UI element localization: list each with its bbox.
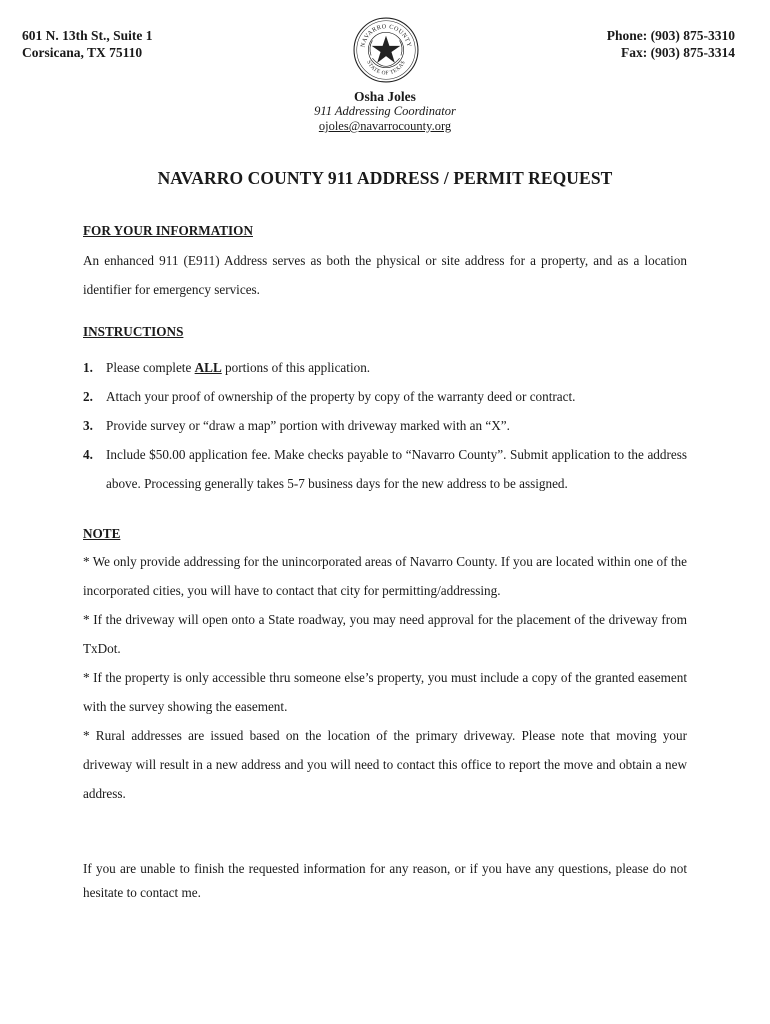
instruction-text: Provide survey or “draw a map” portion with driveway marked with an “X”. [106,418,510,433]
seal-bottom-text: STATE OF TEXAS [365,59,407,77]
note-item: * If the property is only accessible thru someone else’s property, you must include a copy of the granted easement with the survey showing the easement. [83,670,687,714]
instructions-section [83,323,687,498]
instruction-number: 2. [83,389,93,404]
address-line-2: Corsicana, TX 75110 [22,45,143,60]
instruction-text: Include $50.00 application fee. Make checks payable to “Navarro County”. Submit application to the address above. Processing generally takes 5-7 business days for the new address to be assigned. [106,447,687,491]
coordinator-contact [0,89,770,134]
instruction-item [83,411,687,440]
instruction-item [83,382,687,411]
document-title: NAVARRO COUNTY 911 ADDRESS / PERMIT REQUEST [157,168,613,188]
county-seal-icon [352,16,420,84]
note-heading: NOTE [83,526,121,541]
coordinator-role: 911 Addressing Coordinator [314,104,456,118]
seal-top-text: NAVARRO COUNTY [360,24,412,48]
phone-number: Phone: (903) 875-3310 [606,28,735,43]
office-address [22,27,153,61]
note-item: * Rural addresses are issued based on the location of the primary driveway. Please note that moving your driveway will result in a new address and you will need to contact this office to report the move and obtain a new address. [83,728,687,801]
closing-text: If you are unable to finish the requested information for any reason, or if you have any questions, please do not hesitate to contact me. [83,861,687,900]
note-item: * We only provide addressing for the unincorporated areas of Navarro County. If you are located within one of the incorporated cities, you will have to contact that city for permitting/addressing. [83,554,687,598]
svg-text:STATE OF TEXAS [365,60,407,77]
info-heading: FOR YOUR INFORMATION [83,223,253,238]
instruction-emphasis: ALL [194,360,222,375]
note-item: * If the driveway will open onto a State roadway, you may need approval for the placement of the driveway from TxDot. [83,612,687,656]
info-section [83,222,687,304]
instruction-text-after: portions of this application. [221,360,371,375]
instruction-text-before: Please complete [106,360,195,375]
info-text: An enhanced 911 (E911) Address serves as both the physical or site address for a property, and as a location identifier for emergency services. [83,253,687,297]
instruction-item [83,353,687,382]
instructions-list [83,353,687,498]
instruction-number: 1. [83,360,93,375]
instruction-item [83,440,687,498]
instruction-number: 4. [83,447,93,462]
address-line-1: 601 N. 13th St., Suite 1 [22,28,153,43]
fax-number: Fax: (903) 875-3314 [621,45,735,60]
instruction-text: Attach your proof of ownership of the property by copy of the warranty deed or contract. [106,389,576,404]
coordinator-email-link[interactable]: ojoles@navarrocounty.org [318,119,452,133]
closing-paragraph [83,857,687,905]
instructions-heading: INSTRUCTIONS [83,324,184,339]
note-section [83,525,687,808]
instruction-number: 3. [83,418,93,433]
coordinator-name: Osha Joles [354,89,416,104]
office-phone-block [607,27,735,61]
